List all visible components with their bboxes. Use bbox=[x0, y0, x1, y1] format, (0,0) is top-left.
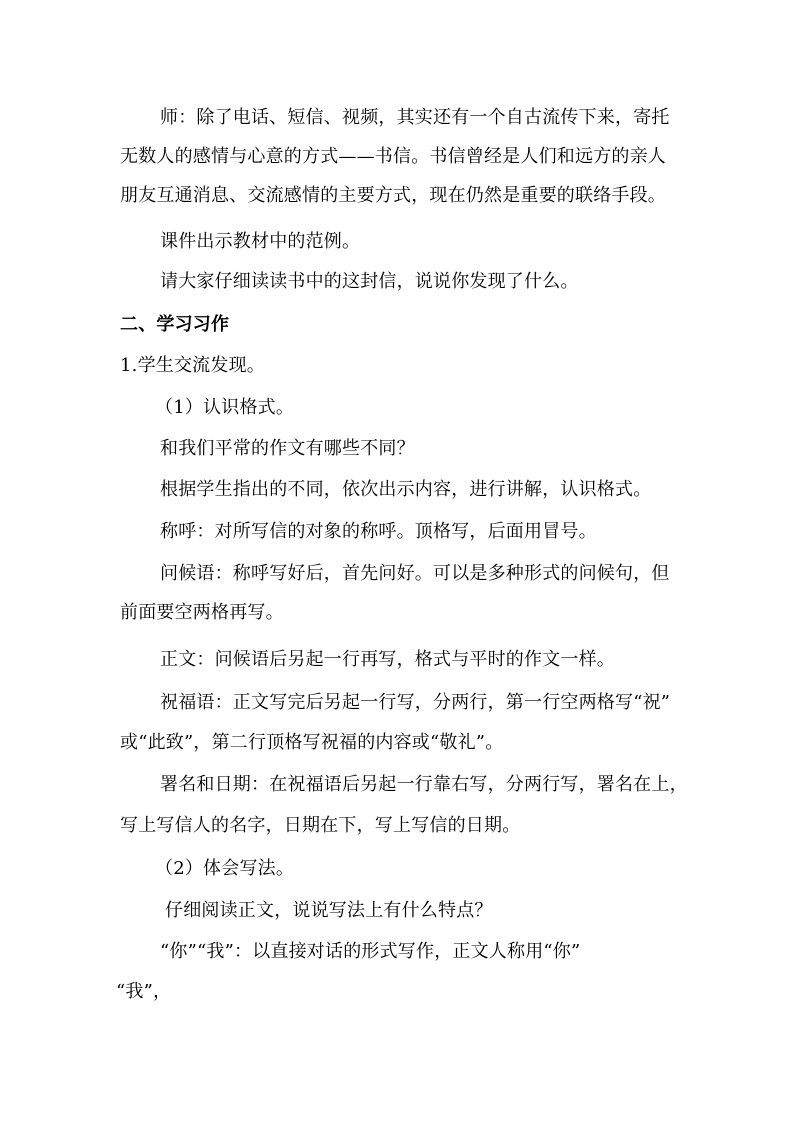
paragraph-line-1: 师：除了电话、短信、视频，其实还有一个自古流传下来，寄托 bbox=[160, 107, 670, 128]
paragraph-line-12: 问候语：称呼写好后，首先问好。可以是多种形式的问候句，但 bbox=[160, 563, 670, 584]
paragraph-line-11: 称呼：对所写信的对象的称呼。顶格写，后面用冒号。 bbox=[160, 521, 597, 542]
paragraph-line-15: 祝福语：正文写完后另起一行写，分两行，第一行空两格写“祝” bbox=[160, 692, 671, 713]
paragraph-line-14: 正文：问候语后另起一行再写，格式与平时的作文一样。 bbox=[160, 649, 615, 670]
paragraph-line-22: “我”， bbox=[116, 981, 172, 1002]
section-heading: 二、学习习作 bbox=[120, 314, 230, 335]
paragraph-line-17: 署名和日期：在祝福语后另起一行靠右写，分两行写，署名在上， bbox=[160, 774, 688, 795]
paragraph-line-20: 仔细阅读正文，说说写法上有什么特点？ bbox=[165, 900, 493, 921]
paragraph-line-4: 课件出示教材中的范例。 bbox=[160, 231, 361, 252]
paragraph-line-5: 请大家仔细读读书中的这封信，说说你发现了什么。 bbox=[160, 271, 579, 292]
paragraph-line-9: 和我们平常的作文有哪些不同？ bbox=[160, 438, 415, 459]
paragraph-line-16: 或“此致”，第二行顶格写祝福的内容或“敬礼”。 bbox=[120, 732, 504, 753]
subsection-format: （1）认识格式。 bbox=[155, 397, 295, 418]
numbered-item-1: 1.学生交流发现。 bbox=[120, 355, 265, 376]
paragraph-line-18: 写上写信人的名字，日期在下，写上写信的日期。 bbox=[120, 815, 521, 836]
paragraph-line-3: 朋友互通消息、交流感情的主要方式，现在仍然是重要的联络手段。 bbox=[120, 185, 666, 206]
paragraph-line-13: 前面要空两格再写。 bbox=[120, 602, 284, 623]
paragraph-line-2: 无数人的感情与心意的方式——书信。书信曾经是人们和远方的亲人 bbox=[120, 146, 666, 167]
paragraph-line-10: 根据学生指出的不同，依次出示内容，进行讲解，认识格式。 bbox=[160, 479, 652, 500]
paragraph-line-21: “你”“我”：以直接对话的形式写作，正文人称用“你” bbox=[160, 941, 581, 962]
subsection-writing: （2）体会写法。 bbox=[155, 858, 295, 879]
